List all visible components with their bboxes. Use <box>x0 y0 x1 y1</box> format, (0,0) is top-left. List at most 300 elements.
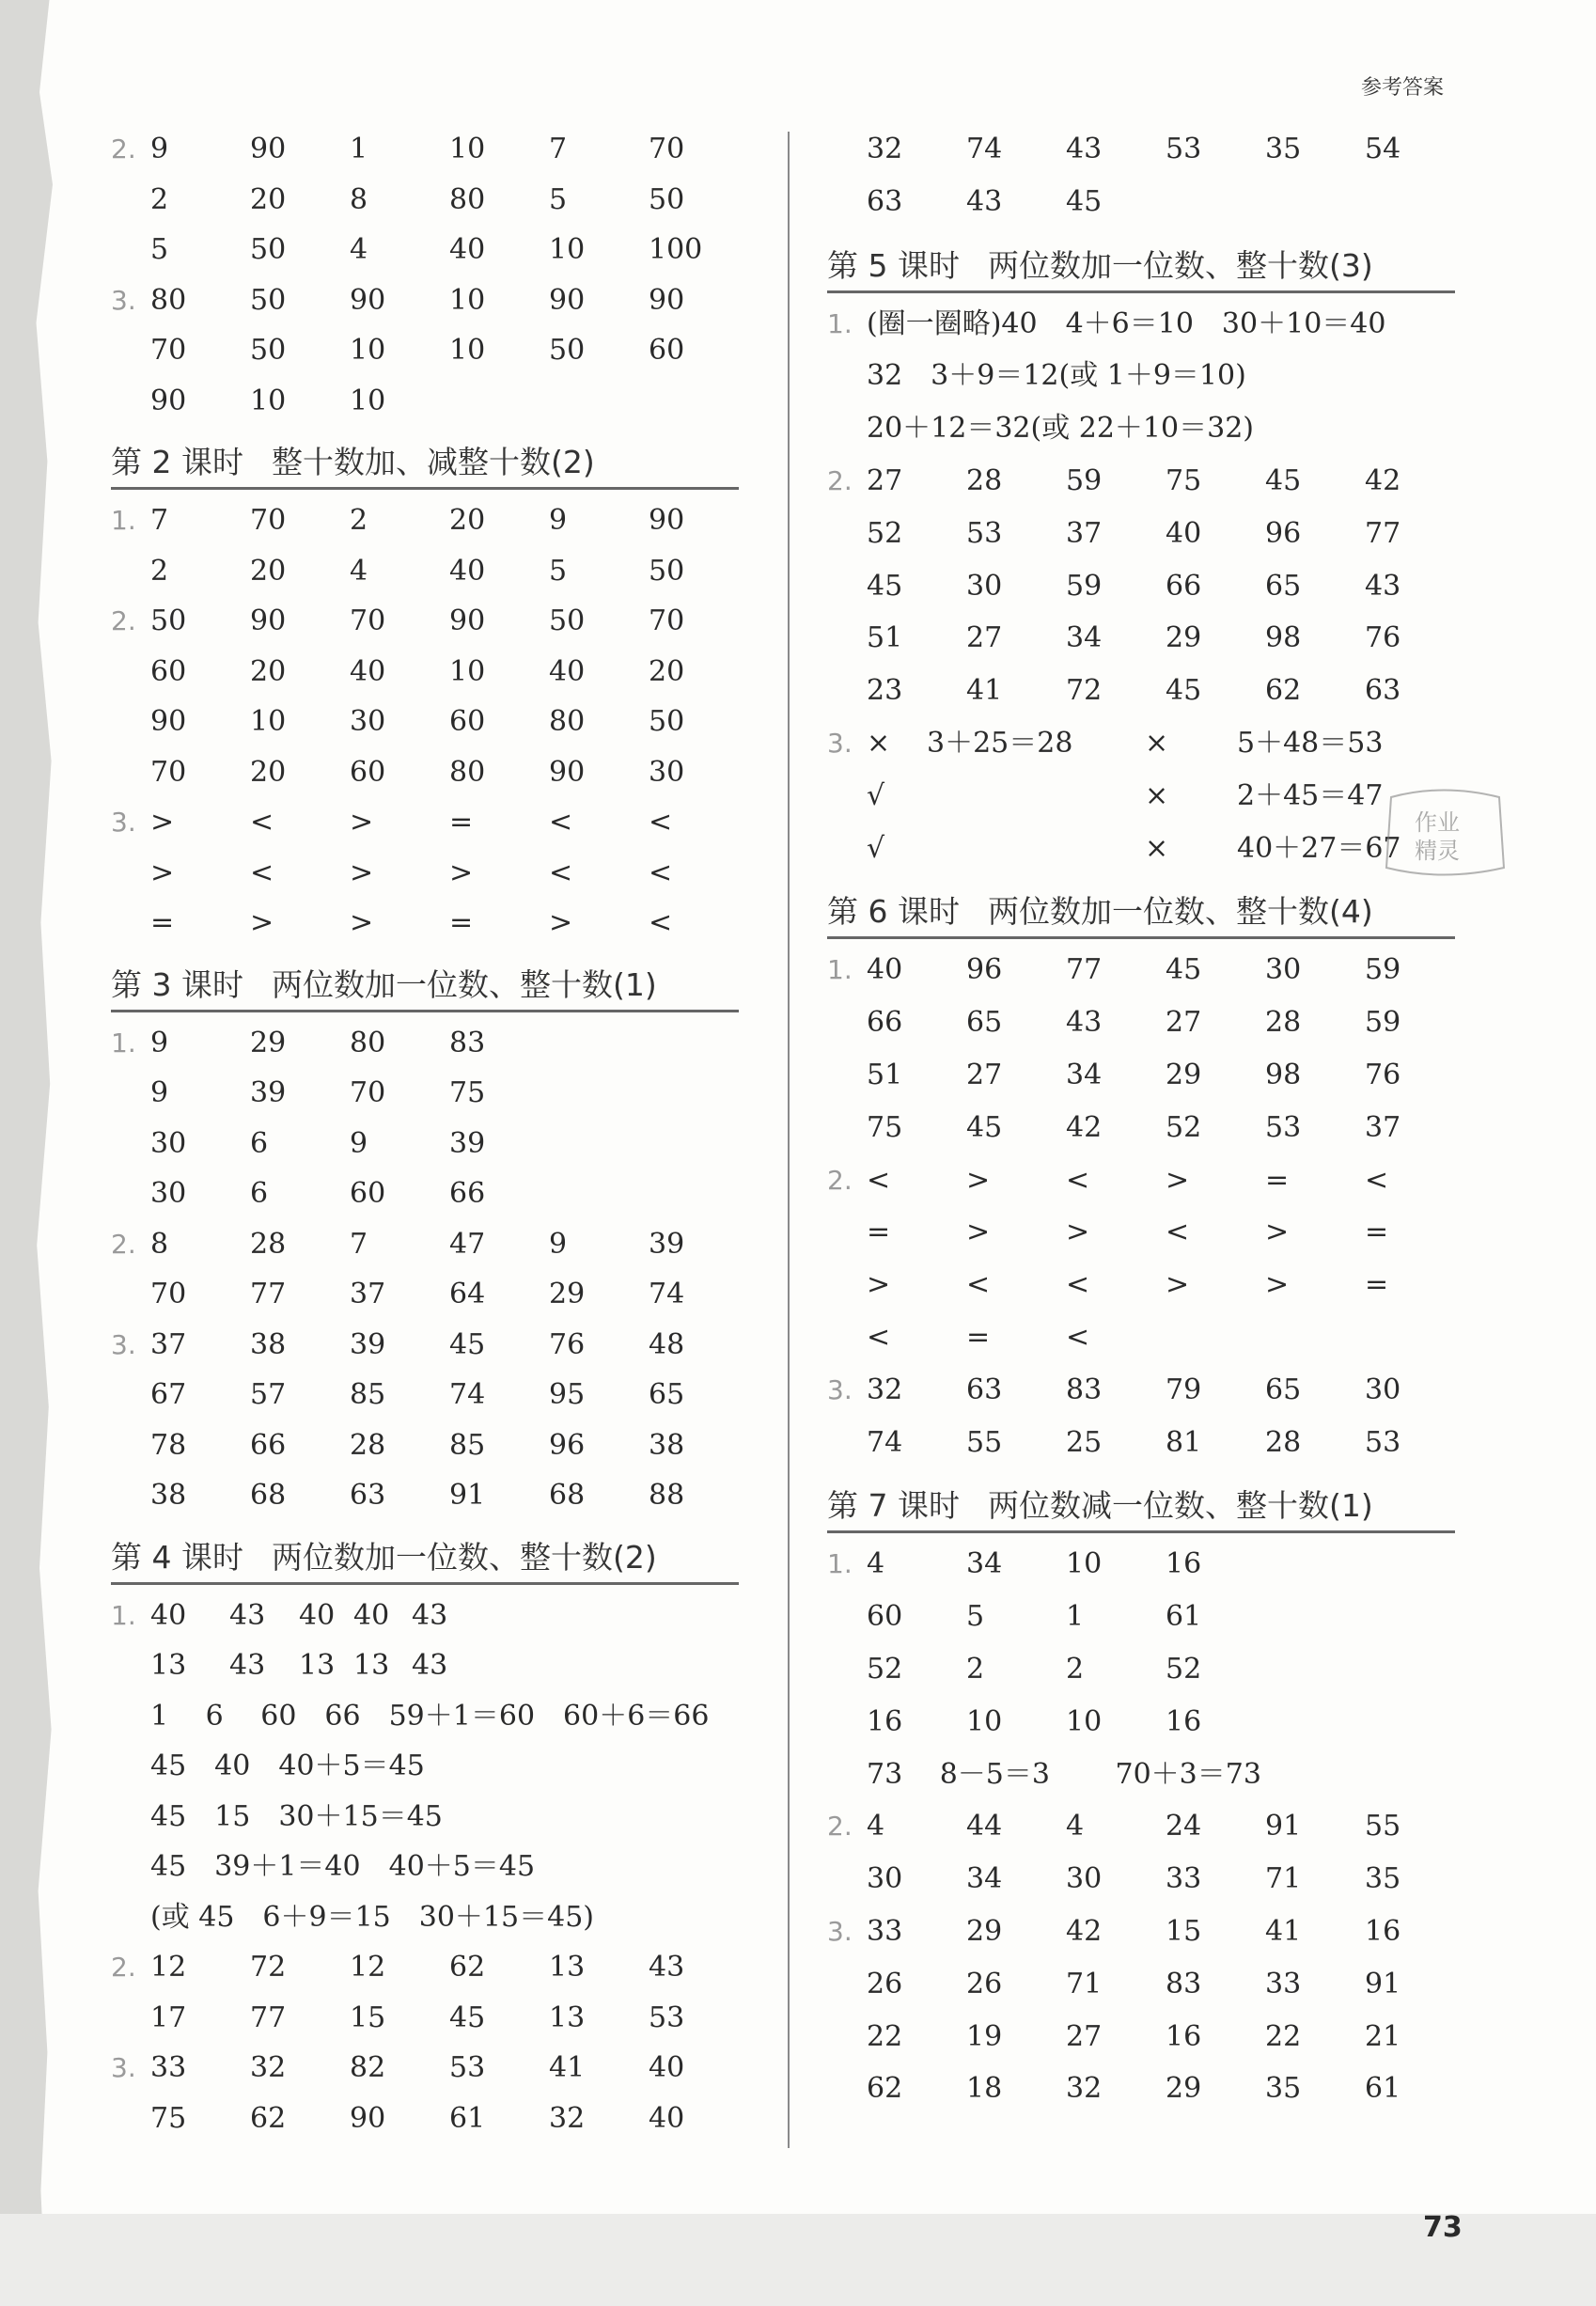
answer-cell: < <box>1365 1163 1389 1197</box>
answer-cell: 71 <box>1066 1967 1103 2000</box>
answer-row <box>827 1057 1447 1094</box>
mark-symbol: × <box>1145 831 1169 865</box>
answer-cell: 21 <box>1365 2019 1401 2053</box>
answer-cell: 4 <box>350 233 368 266</box>
answer-cell: 62 <box>250 2101 287 2135</box>
answer-cell: 70 <box>150 334 187 367</box>
answer-cell: 7 <box>350 1227 368 1261</box>
answer-cell: 30 <box>150 1126 187 1160</box>
answer-cell: > <box>867 1268 891 1302</box>
answer-cell: 16 <box>1166 1547 1202 1581</box>
answer-cell: 72 <box>1066 674 1103 708</box>
answer-cell: 62 <box>449 1951 486 1984</box>
answer-cell: < <box>966 1268 991 1302</box>
section-title <box>111 963 657 1008</box>
answer-row <box>111 1125 731 1163</box>
answer-cell: 10 <box>449 334 486 367</box>
answer-cell: 29 <box>1166 1059 1202 1091</box>
answer-cell: 68 <box>549 1479 586 1512</box>
answer-cell: 10 <box>350 384 386 417</box>
answer-cell: 91 <box>1365 1967 1401 2000</box>
answer-cell: 40 <box>449 233 486 266</box>
answer-cell: 4 <box>867 1810 885 1843</box>
answer-text: (圈一圈略)40 4＋6＝10 30＋10＝40 <box>867 306 1386 340</box>
answer-cell: < <box>1066 1268 1090 1302</box>
answer-cell: 91 <box>449 1479 486 1512</box>
answer-cell: < <box>549 855 573 889</box>
answer-row <box>111 553 731 590</box>
answer-cell: 25 <box>1066 1425 1103 1459</box>
lesson-label: 第 5 课时 <box>827 246 960 284</box>
answer-cell: 43 <box>1066 1006 1103 1040</box>
answer-cell: 12 <box>150 1951 187 1984</box>
section-title <box>827 889 1373 934</box>
answer-cell: 50 <box>250 283 287 317</box>
answer-cell: 53 <box>649 2000 685 2034</box>
question-number: 3. <box>827 1916 853 1947</box>
answer-cell: 62 <box>1265 674 1302 708</box>
answer-row <box>111 855 731 892</box>
answer-cell: 39 <box>350 1327 386 1361</box>
answer-cell: 61 <box>449 2101 486 2135</box>
answer-row <box>111 603 731 640</box>
answer-cell: 13 <box>353 1649 390 1682</box>
answer-cell: 90 <box>649 283 685 317</box>
answer-cell: 75 <box>150 2101 187 2135</box>
answer-cell: 39 <box>649 1227 685 1261</box>
answer-cell: 30 <box>649 755 685 789</box>
answer-cell: 10 <box>250 384 287 417</box>
answer-cell: 90 <box>250 133 287 165</box>
answer-row <box>827 672 1447 710</box>
mark-symbol: √ <box>867 778 885 812</box>
answer-cell: 74 <box>867 1425 903 1459</box>
answer-cell: 34 <box>1066 1059 1103 1091</box>
answer-cell: 15 <box>1166 1915 1202 1948</box>
answer-cell: 82 <box>350 2051 386 2084</box>
answer-cell: > <box>1066 1216 1090 1249</box>
answer-cell: 70 <box>150 1278 187 1310</box>
answer-cell: > <box>549 906 573 939</box>
question-number: 2. <box>111 1952 136 1983</box>
answer-cell: 70 <box>350 604 386 637</box>
answer-cell: 23 <box>867 674 903 708</box>
answer-row <box>111 2000 731 2037</box>
answer-cell: > <box>1265 1268 1290 1302</box>
answer-row <box>827 951 1447 989</box>
answer-cell: 30 <box>1365 1373 1401 1406</box>
answer-cell: 53 <box>1265 1110 1302 1144</box>
answer-cell: < <box>867 1321 891 1354</box>
answer-cell: 90 <box>549 755 586 789</box>
answer-cell: 39 <box>449 1126 486 1160</box>
answer-text: 20＋12＝32(或 22＋10＝32) <box>867 412 1254 446</box>
answer-cell: 33 <box>867 1915 903 1948</box>
answer-text: 2＋45＝47 <box>1237 778 1384 812</box>
question-number: 1. <box>111 505 136 536</box>
answer-cell: 32 <box>867 133 903 165</box>
lesson-topic: 两位数加一位数、整十数(3) <box>987 246 1373 284</box>
answer-cell: 90 <box>350 2101 386 2135</box>
answer-text: (或 45 6＋9＝15 30＋15＝45) <box>150 1900 594 1934</box>
answer-cell: 37 <box>150 1327 187 1361</box>
answer-cell: 54 <box>1365 133 1401 165</box>
answer-cell: > <box>350 855 374 889</box>
answer-cell: 10 <box>350 334 386 367</box>
mark-symbol: × <box>867 727 891 760</box>
answer-cell: = <box>150 906 175 939</box>
answer-cell: 65 <box>966 1006 1003 1040</box>
answer-cell: 5 <box>549 182 568 216</box>
answer-cell: 90 <box>150 384 187 417</box>
answer-row <box>827 183 1447 221</box>
answer-row <box>111 804 731 841</box>
answer-cell: 98 <box>1265 621 1302 655</box>
answer-row <box>111 2100 731 2138</box>
answer-cell: 52 <box>867 1653 903 1686</box>
answer-cell: 9 <box>150 1076 169 1109</box>
answer-cell: 55 <box>966 1425 1003 1459</box>
answer-cell: > <box>1166 1163 1190 1197</box>
question-number: 3. <box>827 728 853 759</box>
answer-cell: = <box>867 1216 891 1249</box>
answer-cell: 28 <box>966 464 1003 497</box>
answer-row <box>111 1848 731 1886</box>
answer-cell: 70 <box>150 755 187 789</box>
answer-cell: 28 <box>1265 1006 1302 1040</box>
answer-cell: 42 <box>1066 1110 1103 1144</box>
answer-cell: 77 <box>1066 953 1103 987</box>
answer-row <box>827 1109 1447 1147</box>
answer-cell: 78 <box>150 1428 187 1462</box>
answer-cell: 10 <box>250 705 287 738</box>
lesson-label: 第 4 课时 <box>111 1538 243 1576</box>
answer-cell: 80 <box>350 1026 386 1059</box>
answer-row <box>111 332 731 369</box>
answer-row <box>111 1748 731 1785</box>
answer-row <box>111 181 731 219</box>
answer-cell: 70 <box>649 604 685 637</box>
answer-cell: 60 <box>649 334 685 367</box>
answer-cell: 22 <box>1265 2019 1302 2053</box>
answer-row <box>827 1860 1447 1898</box>
answer-cell: 29 <box>1166 621 1202 655</box>
answer-cell: 83 <box>449 1026 486 1059</box>
answer-cell: 27 <box>1066 2019 1103 2053</box>
answer-row <box>827 1266 1447 1304</box>
answer-row <box>827 568 1447 605</box>
answer-cell: 75 <box>867 1110 903 1144</box>
lesson-label: 第 6 课时 <box>827 893 960 931</box>
answer-cell: 6 <box>250 1126 269 1160</box>
answer-cell: 61 <box>1166 1600 1202 1634</box>
answer-cell: 70 <box>350 1076 386 1109</box>
answer-text: 45 39＋1＝40 40＋5＝45 <box>150 1850 536 1883</box>
answer-cell: 74 <box>966 133 1003 165</box>
answer-cell: 34 <box>966 1547 1003 1581</box>
answer-cell: 90 <box>350 283 386 317</box>
answer-cell: 45 <box>1265 464 1302 497</box>
lesson-topic: 两位数减一位数、整十数(1) <box>987 1487 1373 1525</box>
answer-cell: 38 <box>649 1428 685 1462</box>
answer-cell: 26 <box>867 1967 903 2000</box>
answer-cell: 40 <box>649 2101 685 2135</box>
answer-cell: 10 <box>549 233 586 266</box>
answer-row <box>827 410 1447 447</box>
answer-cell: 33 <box>150 2051 187 2084</box>
answer-cell: 96 <box>549 1428 586 1462</box>
answer-cell: 74 <box>449 1378 486 1411</box>
section-rule <box>111 1582 739 1585</box>
answer-cell: 80 <box>549 705 586 738</box>
answer-cell: 30 <box>966 569 1003 603</box>
answer-cell: 38 <box>150 1479 187 1512</box>
answer-row <box>111 502 731 540</box>
answer-cell: > <box>1166 1268 1190 1302</box>
answer-cell: 90 <box>549 283 586 317</box>
question-number: 2. <box>827 465 853 496</box>
answer-cell: 74 <box>649 1278 685 1310</box>
section-rule <box>111 1010 739 1012</box>
answer-cell: 10 <box>1066 1704 1103 1738</box>
answer-cell: 9 <box>350 1126 368 1160</box>
answer-cell: 62 <box>867 2072 903 2106</box>
answer-cell: 27 <box>867 464 903 497</box>
answer-cell: > <box>449 855 474 889</box>
answer-cell: 85 <box>449 1428 486 1462</box>
answer-cell: 76 <box>1365 621 1401 655</box>
answer-row <box>827 777 1447 815</box>
answer-cell: 38 <box>250 1327 287 1361</box>
answer-row <box>827 1424 1447 1462</box>
answer-cell: 12 <box>350 1951 386 1984</box>
answer-cell: 60 <box>350 1177 386 1210</box>
answer-cell: = <box>1365 1268 1389 1302</box>
answer-cell: < <box>649 855 673 889</box>
answer-cell: 1 <box>1066 1600 1085 1634</box>
question-number: 1. <box>111 1599 136 1631</box>
answer-cell: 10 <box>449 283 486 317</box>
answer-cell: 45 <box>449 1327 486 1361</box>
answer-row <box>827 1808 1447 1845</box>
footer-band <box>0 2214 1596 2306</box>
answer-cell: 19 <box>966 2019 1003 2053</box>
answer-cell: 42 <box>1066 1915 1103 1948</box>
answer-cell: 32 <box>867 1373 903 1406</box>
answer-cell: 7 <box>150 504 169 537</box>
answer-cell: 65 <box>1265 569 1302 603</box>
answer-cell: 59 <box>1365 1006 1401 1040</box>
answer-cell: 2 <box>150 554 169 588</box>
answer-text: 45 15 30＋15＝45 <box>150 1799 443 1833</box>
answer-text: 1 6 60 66 59＋1＝60 60＋6＝66 <box>150 1699 710 1733</box>
answer-text: 73 8－5＝3 70＋3＝73 <box>867 1757 1261 1791</box>
answer-row <box>111 1025 731 1062</box>
answer-cell: 40 <box>449 554 486 588</box>
answer-cell: 79 <box>1166 1373 1202 1406</box>
question-number: 1. <box>827 1548 853 1580</box>
question-number: 1. <box>827 954 853 986</box>
answer-cell: 33 <box>1166 1862 1202 1896</box>
answer-cell: 1 <box>350 133 368 165</box>
answer-row <box>111 1075 731 1112</box>
answer-cell: 50 <box>250 233 287 266</box>
answer-cell: 30 <box>1066 1862 1103 1896</box>
answer-cell: 52 <box>1166 1653 1202 1686</box>
answer-cell: 59 <box>1365 953 1401 987</box>
answer-row <box>827 1004 1447 1042</box>
page-number: 73 <box>1423 2211 1463 2244</box>
answer-row <box>827 1913 1447 1951</box>
answer-row <box>111 1326 731 1364</box>
answer-cell: 59 <box>1066 569 1103 603</box>
answer-cell: 6 <box>250 1177 269 1210</box>
answer-cell: 45 <box>1166 674 1202 708</box>
question-number: 2. <box>827 1164 853 1196</box>
answer-row <box>827 357 1447 395</box>
answer-cell: 40 <box>353 1598 390 1632</box>
answer-cell: 66 <box>1166 569 1202 603</box>
answer-cell: 43 <box>229 1649 266 1682</box>
answer-cell: < <box>250 806 274 839</box>
answer-cell: 2 <box>150 182 169 216</box>
answer-cell: < <box>1066 1163 1090 1197</box>
answer-cell: < <box>1166 1216 1190 1249</box>
answer-cell: 16 <box>867 1704 903 1738</box>
answer-row <box>111 703 731 741</box>
answer-cell: 44 <box>966 1810 1003 1843</box>
answer-cell: 27 <box>966 621 1003 655</box>
answer-cell: 63 <box>966 1373 1003 1406</box>
answer-cell: 30 <box>1265 953 1302 987</box>
answer-cell: 15 <box>350 2000 386 2034</box>
answer-row <box>827 1214 1447 1251</box>
answer-cell: = <box>966 1321 991 1354</box>
answer-cell: 7 <box>549 133 568 165</box>
lesson-topic: 两位数加一位数、整十数(4) <box>987 893 1373 931</box>
question-number: 3. <box>111 1328 136 1360</box>
header-label: 参考答案 <box>1360 76 1444 100</box>
answer-cell: 80 <box>449 182 486 216</box>
svg-text:作业: 作业 <box>1415 809 1460 836</box>
answer-cell: 5 <box>966 1600 985 1634</box>
answer-cell: 18 <box>966 2072 1003 2106</box>
answer-cell: 66 <box>867 1006 903 1040</box>
answer-cell: 29 <box>1166 2072 1202 2106</box>
answer-cell: 33 <box>1265 1967 1302 2000</box>
answer-row <box>827 725 1447 762</box>
answer-cell: 96 <box>1265 516 1302 550</box>
answer-cell: 16 <box>1166 1704 1202 1738</box>
answer-row <box>111 1647 731 1685</box>
answer-text: 3＋25＝28 <box>927 727 1073 760</box>
answer-cell: 40 <box>299 1598 336 1632</box>
question-number: 2. <box>111 133 136 165</box>
answer-row <box>111 1427 731 1465</box>
answer-cell: 81 <box>1166 1425 1202 1459</box>
answer-row <box>827 1651 1447 1688</box>
answer-cell: 30 <box>867 1862 903 1896</box>
answer-cell: 60 <box>350 755 386 789</box>
answer-cell: 2 <box>350 504 368 537</box>
section-rule <box>827 936 1455 939</box>
answer-cell: 42 <box>1365 464 1401 497</box>
answer-cell: 55 <box>1365 1810 1401 1843</box>
answer-row <box>827 515 1447 553</box>
answer-cell: < <box>867 1163 891 1197</box>
answer-cell: > <box>150 806 175 839</box>
answer-cell: 61 <box>1365 2072 1401 2106</box>
answer-cell: 50 <box>549 604 586 637</box>
lesson-topic: 两位数加一位数、整十数(1) <box>271 965 657 1003</box>
answer-cell: 95 <box>549 1378 586 1411</box>
answer-cell: 72 <box>250 1951 287 1984</box>
answer-row <box>111 653 731 691</box>
answer-cell: < <box>649 906 673 939</box>
answer-cell: 80 <box>150 283 187 317</box>
answer-cell: 77 <box>250 1278 287 1310</box>
answer-cell: 40 <box>1166 516 1202 550</box>
question-number: 3. <box>827 1373 853 1405</box>
answer-cell: 10 <box>449 133 486 165</box>
answer-cell: 5 <box>150 233 169 266</box>
answer-cell: 50 <box>150 604 187 637</box>
answer-cell: 43 <box>966 184 1003 218</box>
answer-cell: 30 <box>350 705 386 738</box>
answer-cell: 60 <box>867 1600 903 1634</box>
answer-cell: 90 <box>150 705 187 738</box>
lesson-label: 第 3 课时 <box>111 965 243 1003</box>
answer-cell: 4 <box>350 554 368 588</box>
column-divider <box>788 132 790 2148</box>
answer-row <box>827 1966 1447 2003</box>
answer-cell: > <box>150 855 175 889</box>
answer-cell: 20 <box>449 504 486 537</box>
answer-text: 45 40 40＋5＝45 <box>150 1749 425 1782</box>
answer-cell: 75 <box>449 1076 486 1109</box>
answer-cell: 32 <box>1066 2072 1103 2106</box>
answer-cell: > <box>966 1163 991 1197</box>
question-number: 2. <box>111 1228 136 1260</box>
answer-cell: 20 <box>250 755 287 789</box>
answer-row <box>827 1545 1447 1583</box>
answer-cell: 85 <box>350 1378 386 1411</box>
answer-cell: 90 <box>449 604 486 637</box>
answer-text: 40＋27＝67 <box>1237 831 1401 865</box>
answer-cell: 59 <box>1066 464 1103 497</box>
answer-cell: 24 <box>1166 1810 1202 1843</box>
question-number: 2. <box>827 1811 853 1843</box>
answer-cell: 65 <box>1265 1373 1302 1406</box>
answer-cell: 39 <box>250 1076 287 1109</box>
answer-cell: 30 <box>150 1177 187 1210</box>
answer-cell: 29 <box>250 1026 287 1059</box>
answer-cell: 40 <box>867 953 903 987</box>
answer-cell: 43 <box>412 1649 448 1682</box>
answer-cell: 16 <box>1166 2019 1202 2053</box>
question-number: 1. <box>111 1027 136 1059</box>
answer-row <box>827 620 1447 657</box>
answer-cell: = <box>1365 1216 1389 1249</box>
svg-text:精灵: 精灵 <box>1415 838 1460 864</box>
answer-cell: = <box>449 906 474 939</box>
answer-cell: 53 <box>966 516 1003 550</box>
answer-cell: 50 <box>549 334 586 367</box>
answer-row <box>111 754 731 792</box>
answer-cell: 34 <box>966 1862 1003 1896</box>
answer-row <box>827 1162 1447 1200</box>
answer-cell: 2 <box>1066 1653 1085 1686</box>
